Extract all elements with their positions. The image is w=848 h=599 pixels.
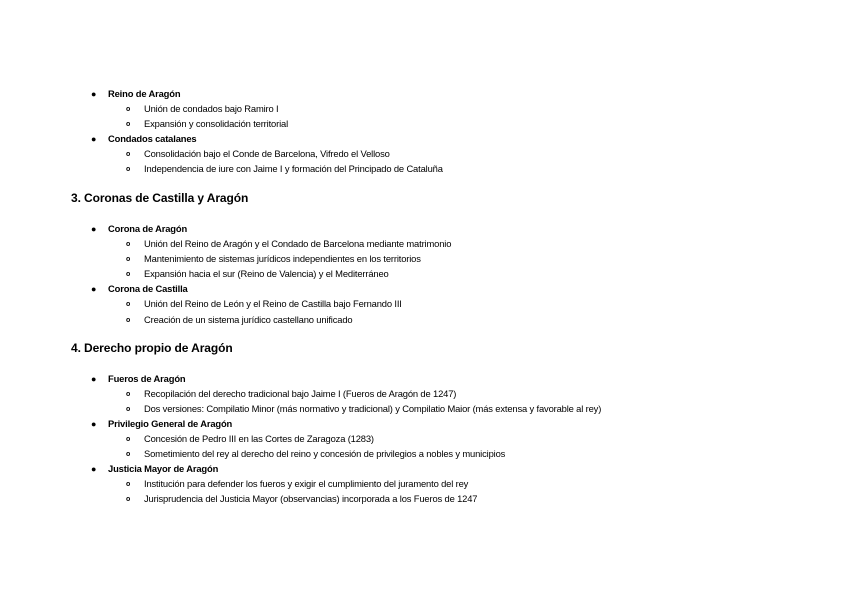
list-item-justicia-mayor bbox=[91, 461, 218, 476]
sub-list-item bbox=[126, 491, 477, 506]
hollow-circle-bullet-icon: o bbox=[126, 451, 131, 458]
sub-list-item-text: Jurisprudencia del Justicia Mayor (observancias) incorporada a los Fueros de 1247 bbox=[144, 493, 478, 504]
hollow-circle-bullet-icon: o bbox=[126, 481, 131, 488]
list-item-fueros-aragon bbox=[91, 371, 185, 386]
list-item-label: Corona de Castilla bbox=[108, 283, 188, 294]
list-item-privilegio-general bbox=[91, 416, 232, 431]
sub-list-item-text: Unión del Reino de Aragón y el Condado de Barcelona mediante matrimonio bbox=[144, 238, 452, 249]
sub-list-item bbox=[126, 312, 352, 327]
sub-list-item bbox=[126, 161, 443, 176]
hollow-circle-bullet-icon: o bbox=[126, 121, 131, 128]
hollow-circle-bullet-icon: o bbox=[126, 166, 131, 173]
sub-list-item-text: Sometimiento del rey al derecho del reino y concesión de privilegios a nobles y municipios bbox=[144, 448, 506, 459]
sub-list-item bbox=[126, 446, 505, 461]
sub-list-item-text: Institución para defender los fueros y exigir el cumplimiento del juramento del rey bbox=[144, 478, 469, 489]
sub-list-item-text: Dos versiones: Compilatio Minor (más normativo y tradicional) y Compilatio Maior (más extensa y favorable al rey) bbox=[144, 403, 602, 414]
sub-list-item bbox=[126, 476, 468, 491]
sub-list-item bbox=[126, 251, 421, 266]
sub-list-item bbox=[126, 401, 601, 416]
filled-circle-bullet-icon: ● bbox=[91, 224, 97, 234]
sub-list-item-text: Creación de un sistema jurídico castellano unificado bbox=[144, 314, 353, 325]
list-item-corona-aragon bbox=[91, 221, 187, 236]
sub-list-item-text: Unión del Reino de León y el Reino de Castilla bajo Fernando III bbox=[144, 298, 402, 309]
list-item-label: Privilegio General de Aragón bbox=[108, 418, 233, 429]
filled-circle-bullet-icon: ● bbox=[91, 419, 97, 429]
sub-list-item-text: Concesión de Pedro III en las Cortes de Zaragoza (1283) bbox=[144, 433, 374, 444]
list-item-label: Condados catalanes bbox=[108, 133, 197, 144]
hollow-circle-bullet-icon: o bbox=[126, 406, 131, 413]
sub-list-item-text: Consolidación bajo el Conde de Barcelona, Vifredo el Velloso bbox=[144, 148, 390, 159]
list-item-reino-aragon bbox=[91, 86, 180, 101]
sub-list-item-text: Expansión hacia el sur (Reino de Valencia) y el Mediterráneo bbox=[144, 268, 389, 279]
list-item-corona-castilla bbox=[91, 281, 188, 296]
sub-list-item bbox=[126, 296, 402, 311]
sub-list-item-text: Recopilación del derecho tradicional bajo Jaime I (Fueros de Aragón de 1247) bbox=[144, 388, 457, 399]
hollow-circle-bullet-icon: o bbox=[126, 241, 131, 248]
sub-list-item-text: Unión de condados bajo Ramiro I bbox=[144, 103, 279, 114]
filled-circle-bullet-icon: ● bbox=[91, 89, 97, 99]
sub-list-item bbox=[126, 236, 451, 251]
list-item-condados-catalanes bbox=[91, 131, 196, 146]
sub-list-item bbox=[126, 101, 279, 116]
filled-circle-bullet-icon: ● bbox=[91, 374, 97, 384]
hollow-circle-bullet-icon: o bbox=[126, 271, 131, 278]
sub-list-item-text: Expansión y consolidación territorial bbox=[144, 118, 289, 129]
sub-list-item bbox=[126, 266, 389, 281]
section-heading: 3. Coronas de Castilla y Aragón bbox=[71, 191, 249, 205]
hollow-circle-bullet-icon: o bbox=[126, 106, 131, 113]
list-item-label: Justicia Mayor de Aragón bbox=[108, 463, 219, 474]
list-item-label: Corona de Aragón bbox=[108, 223, 188, 234]
hollow-circle-bullet-icon: o bbox=[126, 256, 131, 263]
sub-list-item-text: Mantenimiento de sistemas jurídicos independientes en los territorios bbox=[144, 253, 421, 264]
hollow-circle-bullet-icon: o bbox=[126, 436, 131, 443]
list-item-label: Reino de Aragón bbox=[108, 88, 181, 99]
filled-circle-bullet-icon: ● bbox=[91, 464, 97, 474]
hollow-circle-bullet-icon: o bbox=[126, 317, 131, 324]
filled-circle-bullet-icon: ● bbox=[91, 284, 97, 294]
sub-list-item bbox=[126, 146, 390, 161]
sub-list-item-text: Independencia de iure con Jaime I y formación del Principado de Cataluña bbox=[144, 163, 443, 174]
filled-circle-bullet-icon: ● bbox=[91, 134, 97, 144]
list-item-label: Fueros de Aragón bbox=[108, 373, 186, 384]
sub-list-item bbox=[126, 431, 374, 446]
sub-list-item bbox=[126, 116, 288, 131]
hollow-circle-bullet-icon: o bbox=[126, 151, 131, 158]
sub-list-item bbox=[126, 386, 456, 401]
hollow-circle-bullet-icon: o bbox=[126, 391, 131, 398]
hollow-circle-bullet-icon: o bbox=[126, 301, 131, 308]
section-heading: 4. Derecho propio de Aragón bbox=[71, 341, 233, 355]
hollow-circle-bullet-icon: o bbox=[126, 496, 131, 503]
